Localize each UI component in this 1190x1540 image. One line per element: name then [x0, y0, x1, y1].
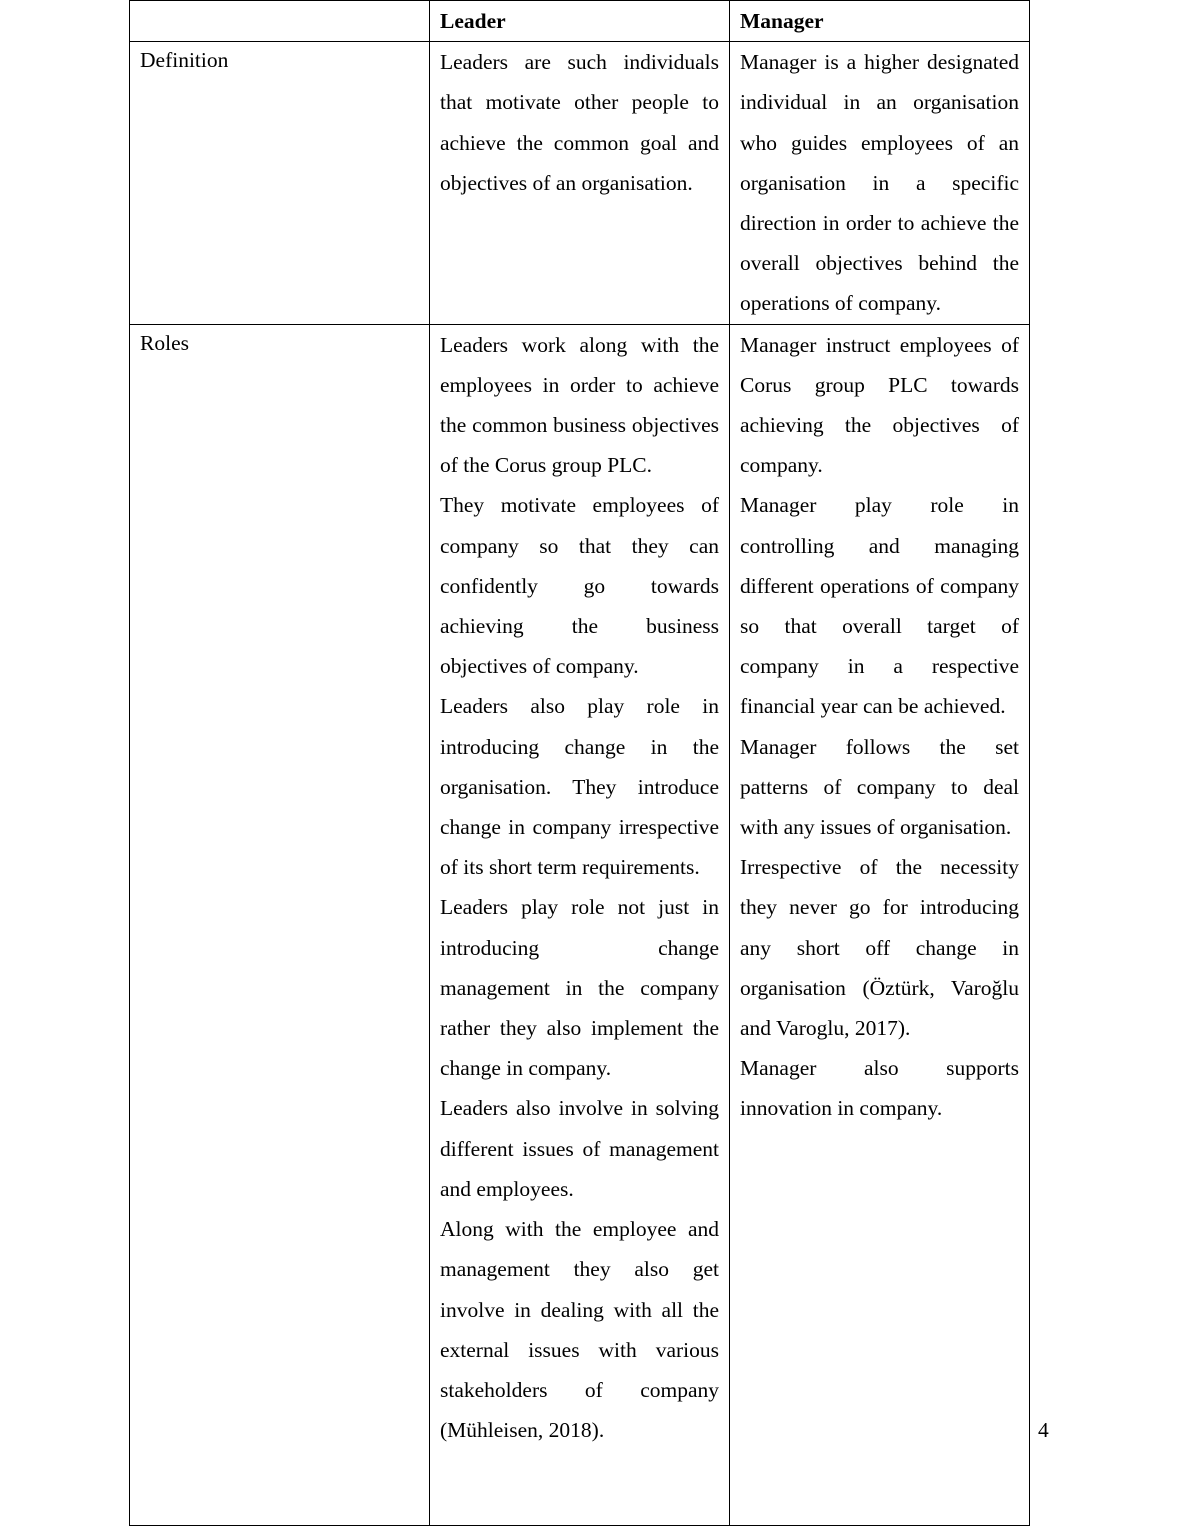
header-cell-manager: Manager	[730, 1, 1030, 42]
table-row-definition	[130, 42, 1030, 324]
roles-leader-paragraph: They motivate employees of company so that they can confidently go towards achieving the business objectives of company.	[440, 493, 719, 679]
definition-leader-cell	[430, 42, 730, 324]
definition-manager-cell	[730, 42, 1030, 324]
table-row-roles	[130, 324, 1030, 1525]
header-cell-empty	[130, 1, 430, 42]
definition-leader-text: Leaders are such individuals that motivate other people to achieve the common goal and objectives of an organisation.	[440, 50, 719, 195]
row-label-text: Definition	[140, 48, 229, 73]
roles-leader-paragraph: Leaders also involve in solving different issues of management and employees.	[440, 1096, 719, 1201]
roles-manager-cell	[730, 324, 1030, 1525]
roles-manager-paragraph: Manager follows the set patterns of company to deal with any issues of organisation.	[740, 734, 1019, 840]
roles-manager-paragraph: Manager play role in controlling and managing different operations of company so that overall target of company in a respective financial year can be achieved.	[740, 493, 1019, 719]
table-header-row	[130, 1, 1030, 42]
row-label-definition	[130, 42, 430, 324]
header-cell-leader: Leader	[430, 1, 730, 42]
page-number: 4	[1038, 1418, 1049, 1442]
definition-manager-text: Manager is a higher designated individual in an organisation who guides employees of an organisation in a specific direction in order to achieve the overall objectives behind the operations of company.	[740, 50, 1019, 316]
roles-leader-paragraph: Leaders play role not just in introducing change management in the company rather they also implement the change in company.	[440, 895, 719, 1081]
roles-leader-paragraph: Leaders work along with the employees in order to achieve the common business objectives of the Corus group PLC.	[440, 332, 719, 478]
roles-leader-paragraph: Leaders also play role in introducing change in the organisation. They introduce change in company irrespective of its short term requirements.	[440, 694, 719, 880]
roles-manager-paragraph: Manager instruct employees of Corus group PLC towards achieving the objectives of company.	[740, 332, 1019, 478]
row-label-text: Roles	[140, 330, 189, 355]
comparison-table	[129, 0, 1030, 1526]
row-label-roles	[130, 324, 430, 1525]
roles-manager-paragraph: Irrespective of the necessity they never go for introducing any short off change in organisation (Öztürk, Varoğlu and Varoglu, 2017).	[740, 855, 1019, 1041]
roles-manager-paragraph: Manager also supports innovation in company.	[740, 1056, 1019, 1121]
roles-leader-cell	[430, 324, 730, 1525]
roles-leader-paragraph: Along with the employee and management they also get involve in dealing with all the external issues with various stakeholders of company (Mühleisen, 2018).	[440, 1217, 719, 1443]
